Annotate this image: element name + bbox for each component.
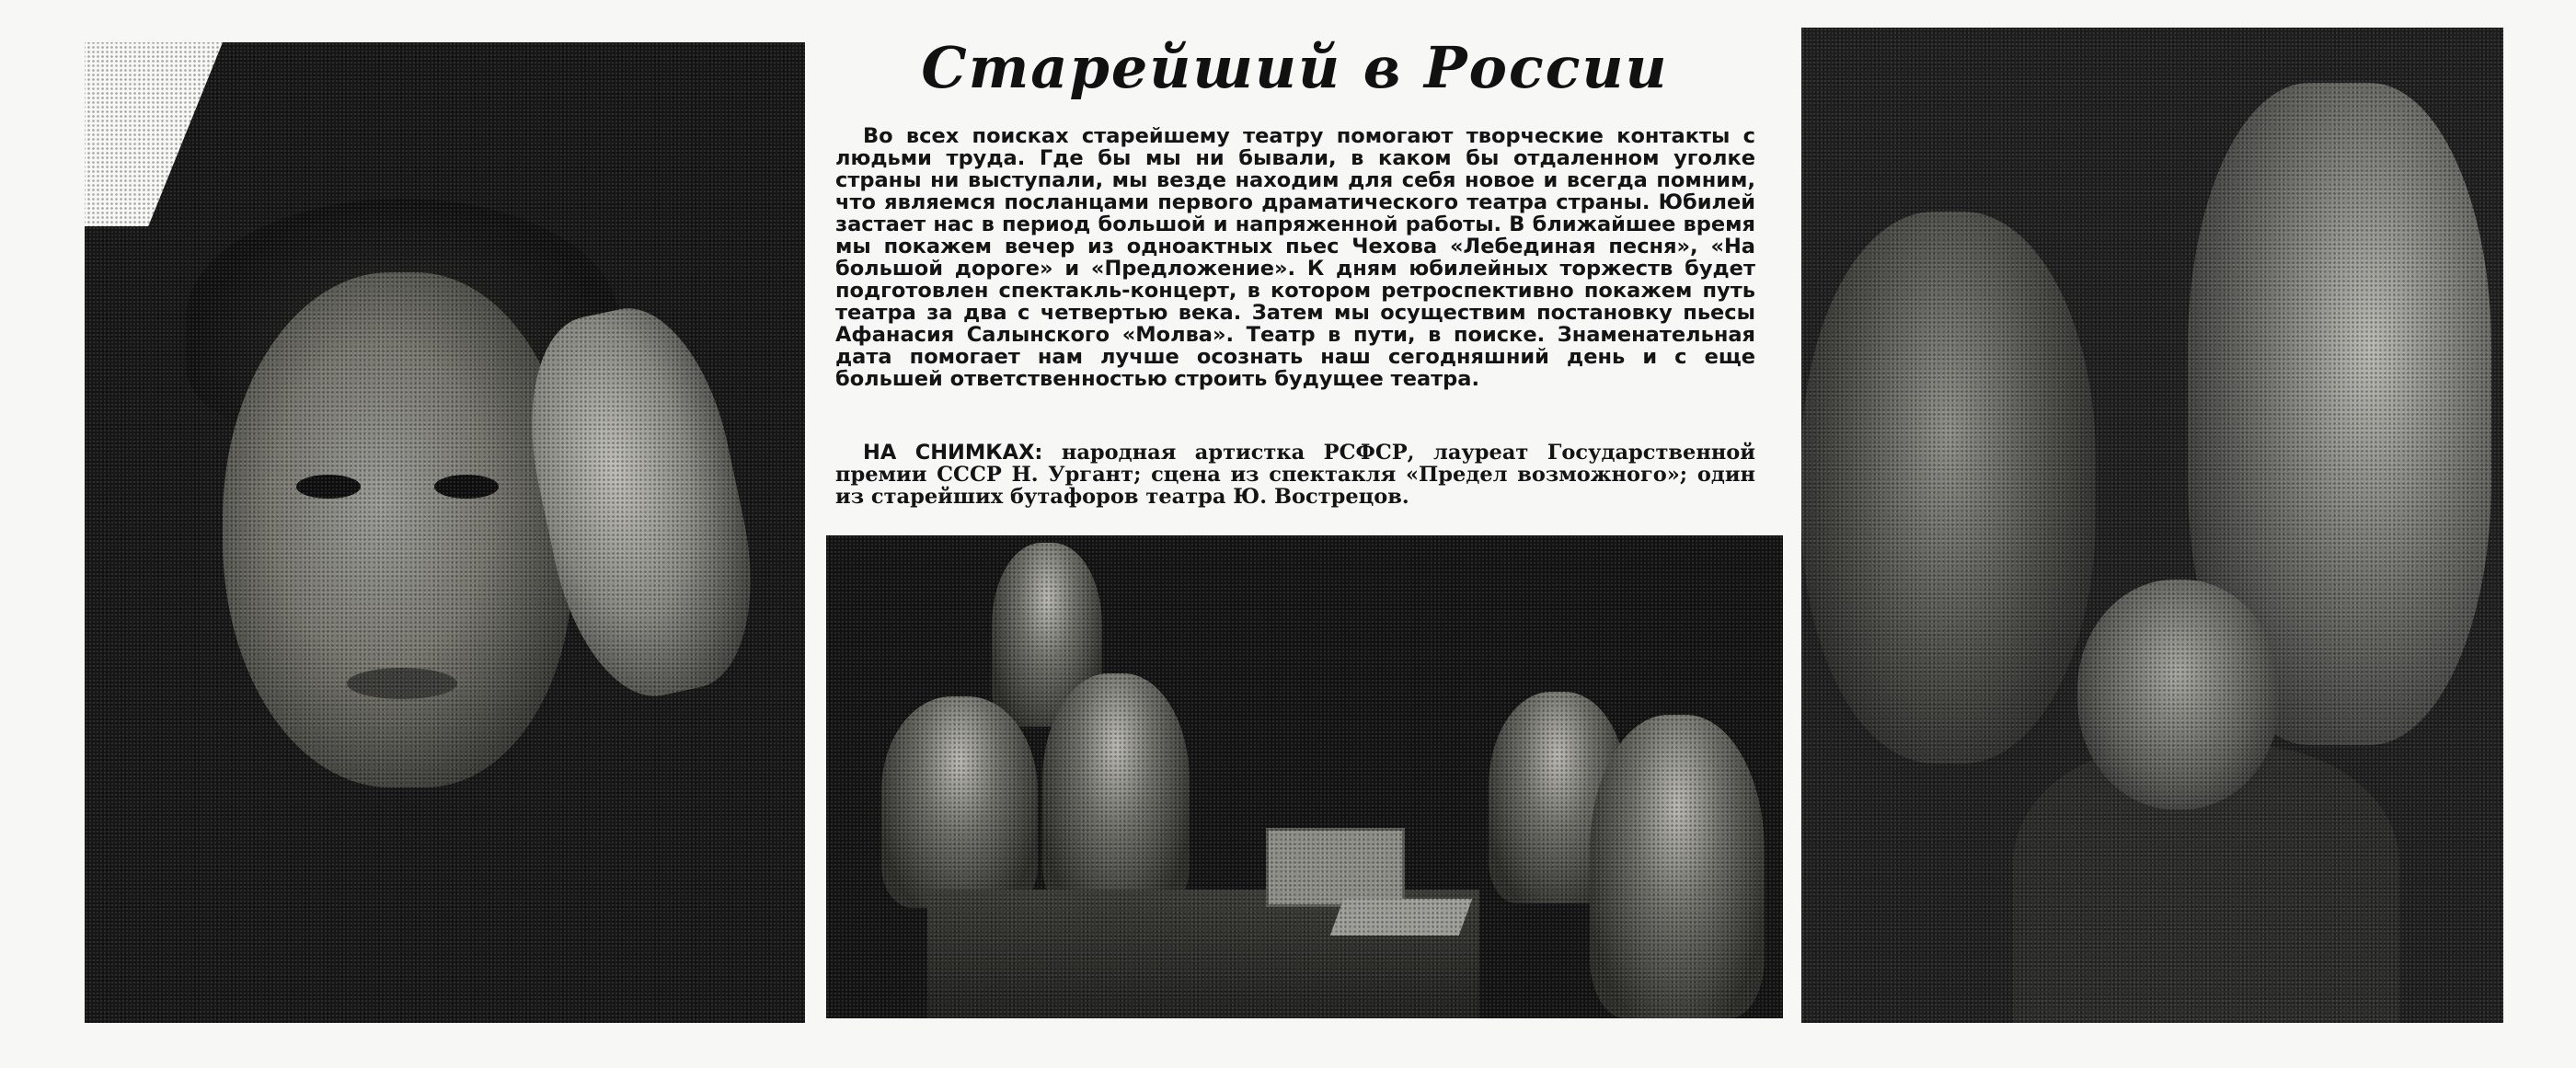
caption-lead: НА СНИМКАХ:	[863, 441, 1043, 465]
photo-caption	[835, 442, 1755, 508]
headline: Старейший в России	[921, 34, 1669, 101]
stage-scene-photo	[826, 535, 1783, 1018]
portrait-photo	[85, 42, 805, 1023]
caption-text: народная артистка РСФСР, лауреат Государственной премии СССР Н. Ургант; сцена из спектакля «Предел возможного»; один из старейших бутафоров театра Ю. Вострецов.	[835, 441, 1755, 509]
props-maker-photo	[1801, 28, 2503, 1023]
article-body: Во всех поисках старейшему театру помогают творческие контакты с людьми труда. Где бы мы ни бывали, в каком бы отдаленном уголке страны ни выступали, мы везде находим для себя новое и всегда помним, что являемся посланцами первого драматического театра страны. Юбилей застает нас в период большой и напряженной работы. В ближайшее время мы покажем вечер из одноактных пьес Чехова «Лебединая песня», «На большой дороге» и «Предложение». К дням юбилейных торжеств будет подготовлен спектакль-концерт, в котором ретроспективно покажем путь театра за два с четвертью века. Затем мы осуществим постановку пьесы Афанасия Салынского «Молва». Театр в пути, в поиске. Знаменательная дата помогает нам лучше осознать наш сегодняшний день и с еще большей ответственностью строить будущее театра.	[835, 124, 1755, 391]
article	[800, 29, 1789, 531]
